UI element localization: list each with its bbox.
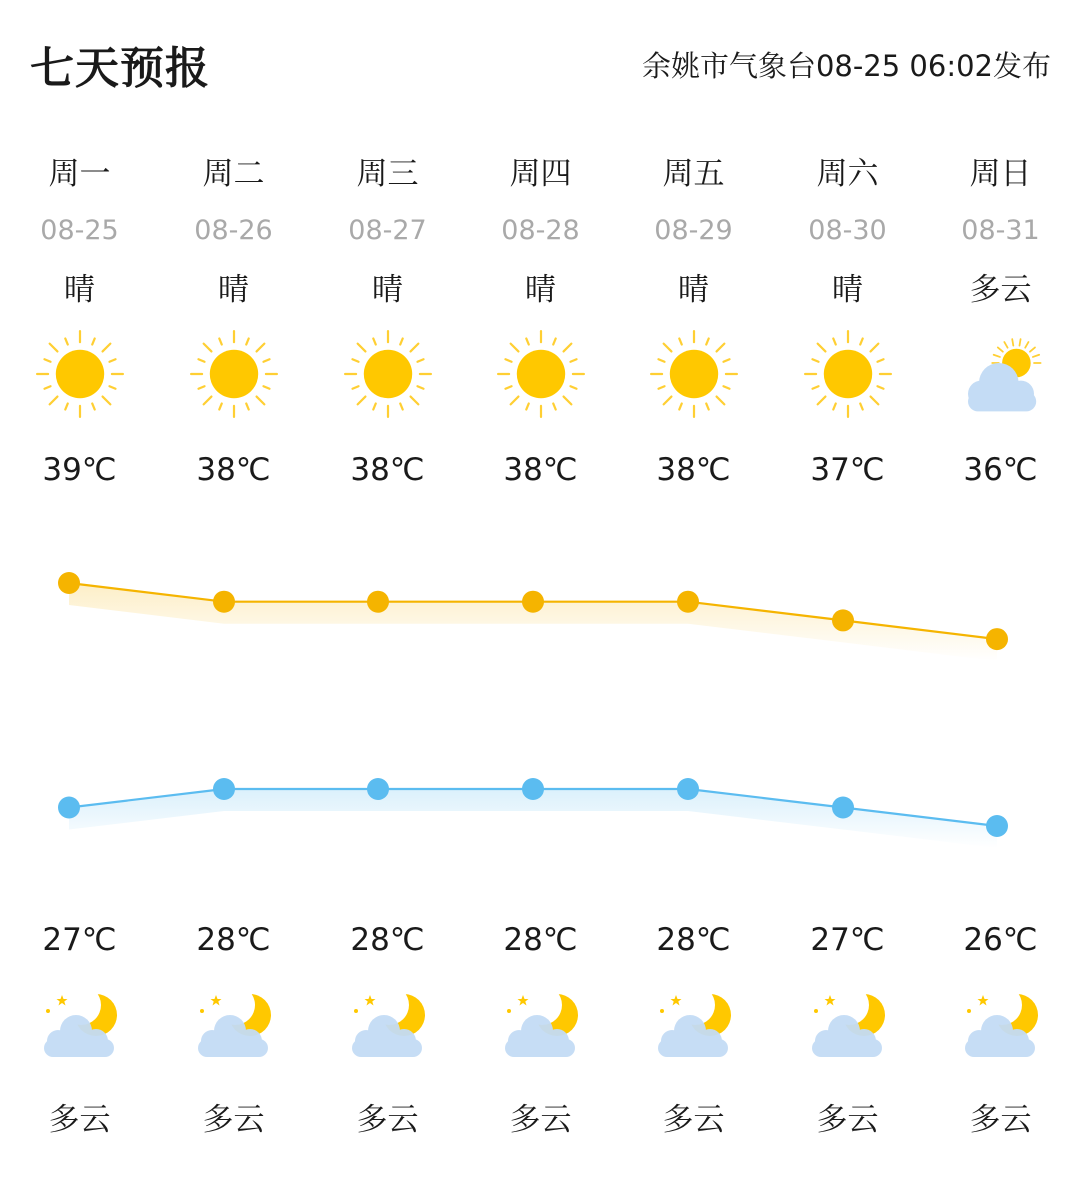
low-temp-point — [522, 778, 544, 800]
weekday-label: 周日 — [969, 156, 1032, 192]
high-temp: 39℃ — [42, 452, 117, 488]
night-weather-icon — [924, 985, 1077, 1065]
high-temp-point — [58, 572, 80, 594]
publish-info: 余姚市气象台08-25 06:02发布 — [641, 49, 1051, 83]
date-label: 08-26 — [194, 215, 273, 246]
low-temp: 28℃ — [350, 922, 425, 958]
high-temp-point — [677, 591, 699, 613]
date-label: 08-31 — [961, 215, 1040, 246]
cloudy-night-icon — [311, 985, 464, 1065]
high-temp-point — [213, 591, 235, 613]
low-temp-point — [832, 797, 854, 819]
low-temp-point — [677, 778, 699, 800]
night-weather-icon — [771, 985, 924, 1065]
low-temp: 28℃ — [196, 922, 271, 958]
low-temp-point — [213, 778, 235, 800]
high-temp-point — [986, 628, 1008, 650]
partly-cloudy-icon — [924, 330, 1077, 418]
day-weather-icon — [311, 330, 464, 418]
low-temp-point — [367, 778, 389, 800]
cloudy-night-icon — [771, 985, 924, 1065]
sun-icon — [771, 330, 924, 418]
sun-icon — [464, 330, 617, 418]
cloudy-night-icon — [617, 985, 770, 1065]
night-condition: 多云 — [816, 1102, 879, 1138]
low-temp: 27℃ — [42, 922, 117, 958]
night-condition: 多云 — [509, 1102, 572, 1138]
high-temp: 38℃ — [503, 452, 578, 488]
day-condition: 晴 — [678, 272, 709, 308]
day-condition: 晴 — [218, 272, 249, 308]
date-label: 08-30 — [808, 215, 887, 246]
high-temp-point — [832, 609, 854, 631]
high-temp: 37℃ — [810, 452, 885, 488]
cloudy-night-icon — [3, 985, 156, 1065]
night-condition: 多云 — [202, 1102, 265, 1138]
cloudy-night-icon — [157, 985, 310, 1065]
high-temp: 36℃ — [963, 452, 1038, 488]
date-label: 08-25 — [40, 215, 119, 246]
weekday-label: 周三 — [356, 156, 419, 192]
day-weather-icon — [157, 330, 310, 418]
day-condition: 多云 — [969, 272, 1032, 308]
weekday-label: 周六 — [816, 156, 879, 192]
weekday-label: 周一 — [48, 156, 111, 192]
date-label: 08-29 — [654, 215, 733, 246]
night-weather-icon — [464, 985, 617, 1065]
low-temp-point — [58, 797, 80, 819]
sun-icon — [3, 330, 156, 418]
page-title: 七天预报 — [30, 43, 210, 94]
night-weather-icon — [3, 985, 156, 1065]
night-condition: 多云 — [662, 1102, 725, 1138]
low-temp: 27℃ — [810, 922, 885, 958]
high-temp: 38℃ — [350, 452, 425, 488]
high-temp-point — [367, 591, 389, 613]
night-weather-icon — [311, 985, 464, 1065]
night-condition: 多云 — [356, 1102, 419, 1138]
low-temp-point — [986, 815, 1008, 837]
sun-icon — [617, 330, 770, 418]
day-weather-icon — [617, 330, 770, 418]
day-condition: 晴 — [832, 272, 863, 308]
low-temp: 28℃ — [503, 922, 578, 958]
date-label: 08-27 — [348, 215, 427, 246]
day-condition: 晴 — [64, 272, 95, 308]
weekday-label: 周二 — [202, 156, 265, 192]
cloudy-night-icon — [464, 985, 617, 1065]
low-temp: 28℃ — [656, 922, 731, 958]
high-temp: 38℃ — [656, 452, 731, 488]
night-condition: 多云 — [48, 1102, 111, 1138]
high-temp-point — [522, 591, 544, 613]
temperature-chart — [0, 520, 1079, 860]
night-weather-icon — [617, 985, 770, 1065]
weekday-label: 周五 — [662, 156, 725, 192]
night-condition: 多云 — [969, 1102, 1032, 1138]
night-weather-icon — [157, 985, 310, 1065]
day-weather-icon — [771, 330, 924, 418]
weekday-label: 周四 — [509, 156, 572, 192]
day-weather-icon — [3, 330, 156, 418]
day-weather-icon — [924, 330, 1077, 418]
day-condition: 晴 — [372, 272, 403, 308]
sun-icon — [311, 330, 464, 418]
day-weather-icon — [464, 330, 617, 418]
sun-icon — [157, 330, 310, 418]
high-temp: 38℃ — [196, 452, 271, 488]
low-temp: 26℃ — [963, 922, 1038, 958]
cloudy-night-icon — [924, 985, 1077, 1065]
day-condition: 晴 — [525, 272, 556, 308]
date-label: 08-28 — [501, 215, 580, 246]
